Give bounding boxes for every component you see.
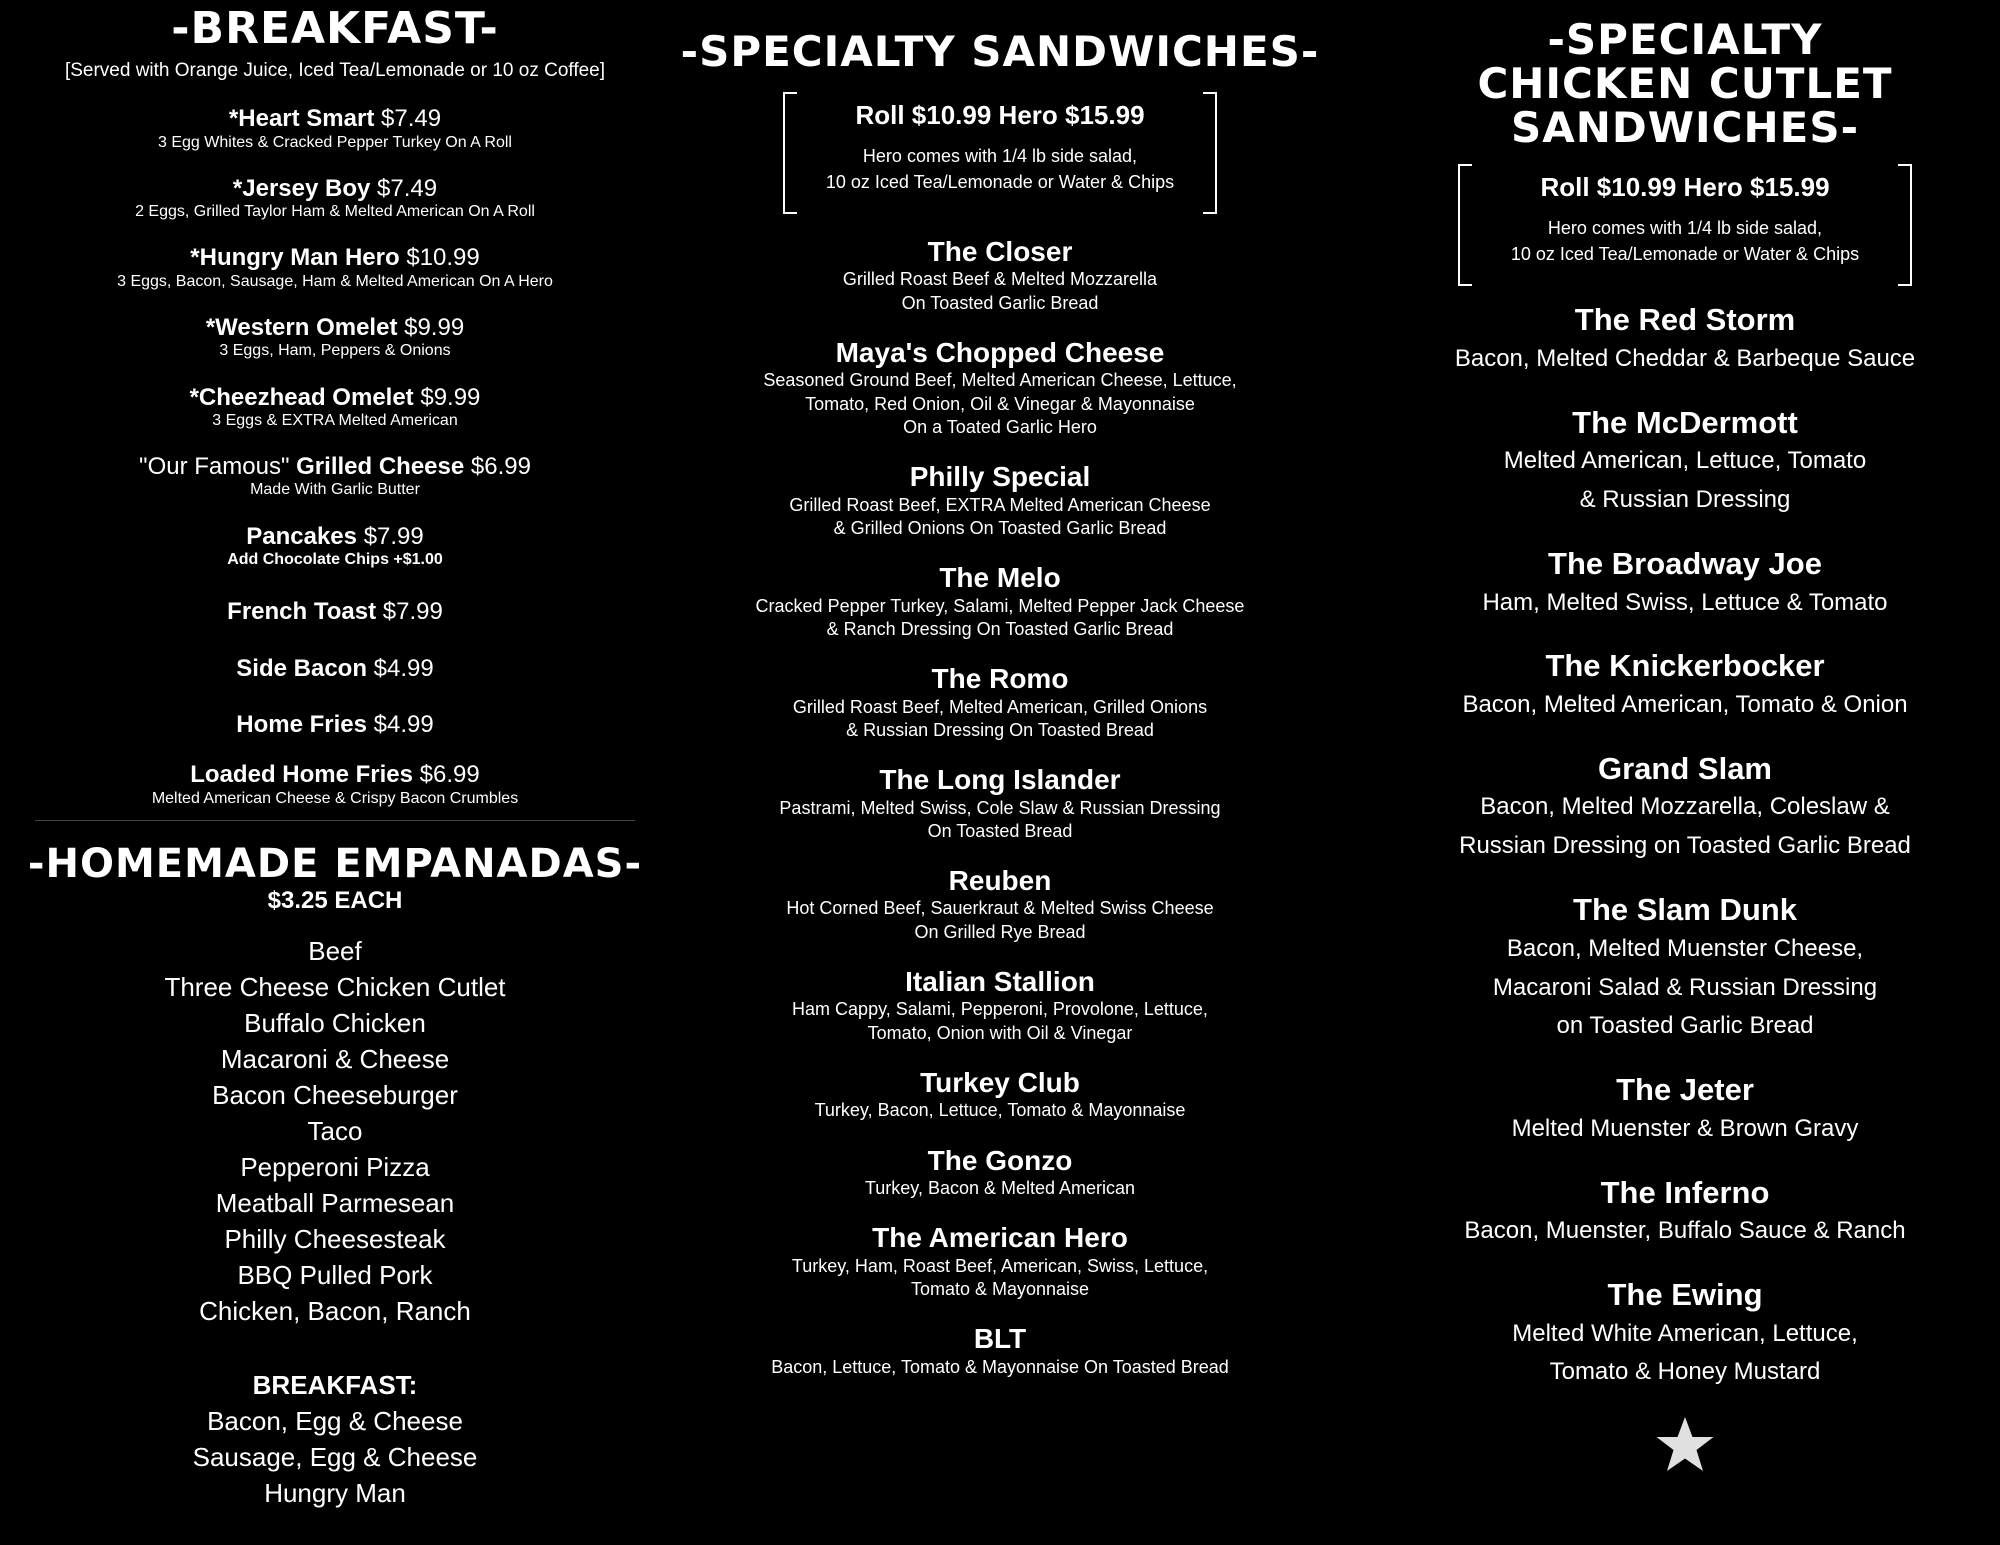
breakfast-item <box>15 315 655 361</box>
cutlet-desc-line: & Russian Dressing <box>1579 486 1791 514</box>
breakfast-item-price: $9.99 <box>420 383 481 411</box>
breakfast-item <box>15 762 655 808</box>
empanada-item: Philly Cheesesteak <box>224 1223 446 1254</box>
breakfast-item <box>15 712 655 738</box>
empanada-item: Beef <box>308 935 362 966</box>
sandwich-desc-line: On Grilled Rye Bread <box>914 921 1086 942</box>
empanadas-price: $3.25 EACH <box>267 886 403 914</box>
sandwich-name: BLT <box>973 1323 1027 1355</box>
sandwich-desc-line: Ham Cappy, Salami, Pepperoni, Provolone, Lettuce, <box>792 999 1208 1020</box>
cutlet-name: The Broadway Joe <box>1548 545 1822 581</box>
sandwich-name: The Closer <box>927 236 1073 268</box>
cutlet-name: The McDermott <box>1572 404 1798 440</box>
empanada-item: BBQ Pulled Pork <box>237 1259 433 1290</box>
cutlet-desc-line: Tomato & Honey Mustard <box>1549 1358 1821 1386</box>
cutlet-desc-line: Russian Dressing on Toasted Garlic Bread <box>1459 832 1911 860</box>
cutlet-desc-line: Bacon, Melted Muenster Cheese, <box>1506 934 1864 962</box>
empanada-breakfast-item: Sausage, Egg & Cheese <box>192 1441 478 1472</box>
breakfast-item-name: Home Fries <box>236 711 367 739</box>
sandwich-desc-line: On Toasted Bread <box>927 820 1073 841</box>
breakfast-item <box>15 524 655 570</box>
empanadas-breakfast-heading: BREAKFAST: <box>252 1369 418 1400</box>
sandwich-name: The Long Islander <box>879 764 1121 796</box>
empanada-item: Buffalo Chicken <box>244 1007 426 1038</box>
breakfast-items <box>15 106 655 808</box>
breakfast-item <box>15 176 655 222</box>
breakfast-item-name: *Jersey Boy <box>232 174 371 202</box>
sandwich-name: Turkey Club <box>920 1067 1080 1099</box>
empanada-item: Macaroni & Cheese <box>220 1043 450 1074</box>
cutlet-title-line: SANDWICHES- <box>1510 103 1860 153</box>
breakfast-item-name: French Toast <box>227 598 377 626</box>
empanada-item: Pepperoni Pizza <box>240 1151 430 1182</box>
breakfast-item-price: $6.99 <box>470 453 531 481</box>
empanada-breakfast-item: Hungry Man <box>264 1477 406 1508</box>
cutlet-note-line: Hero comes with 1/4 lb side salad, <box>1547 218 1823 239</box>
breakfast-item-name-line <box>15 599 655 625</box>
sandwich-desc-line: & Ranch Dressing On Toasted Garlic Bread <box>826 618 1174 639</box>
empanadas-breakfast-list <box>15 1403 655 1511</box>
breakfast-item-price: $7.99 <box>363 522 424 550</box>
breakfast-item-name: Loaded Home Fries <box>190 761 413 789</box>
cutlet-desc-line: Melted White American, Lettuce, <box>1512 1319 1858 1347</box>
cutlet-item <box>1385 1175 1985 1249</box>
cutlet-desc-line: Bacon, Melted Cheddar & Barbeque Sauce <box>1454 344 1916 372</box>
specialty-price-box <box>783 92 1217 214</box>
cutlet-item <box>1385 892 1985 1044</box>
sandwich-name: Maya's Chopped Cheese <box>835 337 1165 369</box>
cutlet-price-line: Roll $10.99 Hero $15.99 <box>1540 172 1830 203</box>
sandwich-desc-line: & Russian Dressing On Toasted Bread <box>846 719 1154 740</box>
breakfast-item-name-line <box>15 106 655 132</box>
sandwich-desc-line: Grilled Roast Beef, EXTRA Melted American Cheese <box>789 494 1211 515</box>
sandwich-desc-line: Grilled Roast Beef & Melted Mozzarella <box>842 269 1158 290</box>
empanadas-title: -HOMEMADE EMPANADAS- <box>27 840 643 887</box>
sandwich-desc-line: On Toasted Garlic Bread <box>901 292 1099 313</box>
cutlet-items <box>1385 302 1985 1390</box>
cutlet-desc-line: Bacon, Melted American, Tomato & Onion <box>1462 691 1908 719</box>
specialty-price-line: Roll $10.99 Hero $15.99 <box>855 100 1145 131</box>
empanada-item: Taco <box>307 1115 363 1146</box>
specialty-hero-note <box>795 143 1205 195</box>
empanada-breakfast-item: Bacon, Egg & Cheese <box>207 1405 463 1436</box>
empanada-item: Meatball Parmesean <box>215 1187 455 1218</box>
sandwich-item <box>675 865 1325 944</box>
sandwich-name: The Melo <box>939 562 1061 594</box>
breakfast-item-price: $4.99 <box>373 654 434 682</box>
breakfast-item-price: $4.99 <box>373 711 434 739</box>
cutlet-name: The Slam Dunk <box>1573 892 1797 928</box>
sandwich-desc-line: Turkey, Bacon & Melted American <box>864 1178 1136 1198</box>
specialty-note-line: 10 oz Iced Tea/Lemonade or Water & Chips <box>825 172 1175 193</box>
breakfast-item-name: *Western Omelet <box>205 313 398 341</box>
breakfast-item-name-line <box>15 656 655 682</box>
cutlet-item <box>1385 1277 1985 1390</box>
empanadas-list <box>15 933 655 1329</box>
cutlet-hero-note <box>1470 215 1900 267</box>
sandwich-item <box>675 337 1325 439</box>
breakfast-item-name: Pancakes <box>246 522 358 550</box>
breakfast-item-name-line <box>15 385 655 411</box>
sandwich-desc-line: Bacon, Lettuce, Tomato & Mayonnaise On Toasted Bread <box>771 1356 1229 1377</box>
breakfast-item <box>15 385 655 431</box>
cutlet-item <box>1385 405 1985 518</box>
breakfast-item <box>15 599 655 625</box>
breakfast-item-price: $9.99 <box>404 313 465 341</box>
sandwich-item <box>675 562 1325 641</box>
cutlet-title-line: CHICKEN CUTLET <box>1477 59 1893 109</box>
cutlet-item <box>1385 751 1985 864</box>
sandwich-desc-line: Pastrami, Melted Swiss, Cole Slaw & Russian Dressing <box>779 797 1221 818</box>
breakfast-item <box>15 454 655 500</box>
breakfast-item-name: Grilled Cheese <box>296 453 465 481</box>
breakfast-item-desc: 2 Eggs, Grilled Taylor Ham & Melted American On A Roll <box>135 203 535 221</box>
cutlet-item <box>1385 1072 1985 1146</box>
cutlet-title-line: -SPECIALTY <box>1547 15 1823 64</box>
breakfast-item <box>15 245 655 291</box>
sandwich-desc-line: Tomato, Onion with Oil & Vinegar <box>867 1022 1133 1043</box>
breakfast-item-desc: Add Chocolate Chips +$1.00 <box>227 551 443 569</box>
sandwich-desc-line: Grilled Roast Beef, Melted American, Grilled Onions <box>792 696 1208 717</box>
sandwich-name: Reuben <box>948 865 1052 897</box>
sandwich-item <box>675 236 1325 315</box>
breakfast-column <box>15 0 655 1511</box>
cutlet-name: The Inferno <box>1600 1174 1770 1210</box>
breakfast-item-desc: 3 Eggs, Ham, Peppers & Onions <box>219 342 451 360</box>
sandwich-item <box>675 461 1325 540</box>
breakfast-item-name: *Heart Smart <box>228 105 375 133</box>
sandwich-desc-line: Seasoned Ground Beef, Melted American Cheese, Lettuce, <box>763 370 1237 391</box>
cutlet-name: The Red Storm <box>1574 302 1796 338</box>
breakfast-item-name-line <box>15 712 655 738</box>
cutlet-item <box>1385 546 1985 620</box>
breakfast-item-name-line <box>15 245 655 271</box>
sandwich-item <box>675 966 1325 1045</box>
sandwich-item <box>675 1145 1325 1201</box>
breakfast-item-name-line <box>15 315 655 341</box>
cutlet-item <box>1385 648 1985 722</box>
star-icon <box>1385 1416 1985 1474</box>
cutlet-desc-line: Melted American, Lettuce, Tomato <box>1503 447 1867 475</box>
breakfast-item-price: $10.99 <box>406 244 480 272</box>
section-divider <box>35 820 635 821</box>
cutlet-note-line: 10 oz Iced Tea/Lemonade or Water & Chips <box>1510 244 1860 265</box>
breakfast-item-desc: 3 Eggs & EXTRA Melted American <box>212 411 458 429</box>
cutlet-name: The Knickerbocker <box>1545 648 1825 684</box>
cutlet-item <box>1385 302 1985 376</box>
cutlet-column <box>1385 0 1985 1474</box>
breakfast-item-desc: 3 Egg Whites & Cracked Pepper Turkey On A Roll <box>158 133 512 151</box>
breakfast-item-name: *Cheezhead Omelet <box>189 383 414 411</box>
breakfast-item-desc: Melted American Cheese & Crispy Bacon Crumbles <box>151 789 519 807</box>
breakfast-item-price: $7.99 <box>382 598 443 626</box>
breakfast-item-name-line <box>15 454 655 480</box>
breakfast-item-price: $7.49 <box>381 105 442 133</box>
cutlet-title <box>1385 15 1985 153</box>
sandwich-desc-line: & Grilled Onions On Toasted Garlic Bread <box>833 518 1167 538</box>
cutlet-desc-line: Ham, Melted Swiss, Lettuce & Tomato <box>1482 588 1888 616</box>
sandwich-desc-line: Hot Corned Beef, Sauerkraut & Melted Swiss Cheese <box>786 898 1214 919</box>
cutlet-desc-line: on Toasted Garlic Bread <box>1556 1012 1814 1040</box>
cutlet-desc-line: Bacon, Melted Mozzarella, Coleslaw & <box>1480 793 1890 821</box>
sandwich-item <box>675 1222 1325 1301</box>
cutlet-name: The Ewing <box>1607 1276 1763 1312</box>
breakfast-title: -BREAKFAST- <box>171 3 499 54</box>
breakfast-served-note: [Served with Orange Juice, Iced Tea/Lemonade or 10 oz Coffee] <box>64 60 606 82</box>
empanada-item: Three Cheese Chicken Cutlet <box>164 971 506 1002</box>
empanada-item: Bacon Cheeseburger <box>212 1079 458 1110</box>
breakfast-item-desc: 3 Eggs, Bacon, Sausage, Ham & Melted American On A Hero <box>117 272 553 290</box>
sandwich-desc-line: Turkey, Ham, Roast Beef, American, Swiss, Lettuce, <box>791 1255 1209 1276</box>
sandwich-desc-line: Cracked Pepper Turkey, Salami, Melted Pepper Jack Cheese <box>755 595 1245 616</box>
breakfast-item <box>15 106 655 152</box>
breakfast-item-name: Side Bacon <box>236 654 367 682</box>
sandwich-item <box>675 1067 1325 1123</box>
specialty-title: -SPECIALTY SANDWICHES- <box>680 27 1320 76</box>
breakfast-item-name-line <box>15 762 655 788</box>
specialty-items <box>675 236 1325 1379</box>
sandwich-name: Italian Stallion <box>905 966 1095 998</box>
breakfast-item-price: $6.99 <box>419 761 480 789</box>
sandwich-desc-line: On a Toated Garlic Hero <box>903 417 1097 438</box>
breakfast-item-name-line <box>15 524 655 550</box>
cutlet-name: Grand Slam <box>1598 750 1772 786</box>
sandwich-name: The Romo <box>931 663 1069 695</box>
sandwich-name: The American Hero <box>872 1222 1128 1254</box>
sandwich-desc-line: Tomato & Mayonnaise <box>910 1278 1090 1299</box>
cutlet-price-box <box>1458 164 1912 286</box>
sandwich-name: The Gonzo <box>927 1144 1073 1176</box>
breakfast-item-name: *Hungry Man Hero <box>190 244 400 272</box>
sandwich-item <box>675 663 1325 742</box>
breakfast-item-desc: Made With Garlic Butter <box>250 481 420 499</box>
cutlet-desc-line: Melted Muenster & Brown Gravy <box>1511 1114 1859 1142</box>
cutlet-name: The Jeter <box>1616 1072 1754 1108</box>
breakfast-item <box>15 656 655 682</box>
sandwich-item <box>675 764 1325 843</box>
breakfast-item-prefix: "Our Famous" <box>139 453 290 481</box>
sandwich-name: Philly Special <box>909 461 1091 493</box>
breakfast-item-name-line <box>15 176 655 202</box>
sandwich-item <box>675 1323 1325 1379</box>
cutlet-desc-line: Macaroni Salad & Russian Dressing <box>1492 973 1878 1001</box>
empanada-item: Chicken, Bacon, Ranch <box>199 1295 471 1326</box>
sandwich-desc-line: Tomato, Red Onion, Oil & Vinegar & Mayonnaise <box>805 393 1195 414</box>
breakfast-item-price: $7.49 <box>377 174 438 202</box>
cutlet-desc-line: Bacon, Muenster, Buffalo Sauce & Ranch <box>1464 1217 1906 1245</box>
sandwich-desc-line: Turkey, Bacon, Lettuce, Tomato & Mayonnaise <box>814 1100 1186 1121</box>
specialty-note-line: Hero comes with 1/4 lb side salad, <box>862 146 1138 167</box>
specialty-column <box>675 0 1325 1379</box>
